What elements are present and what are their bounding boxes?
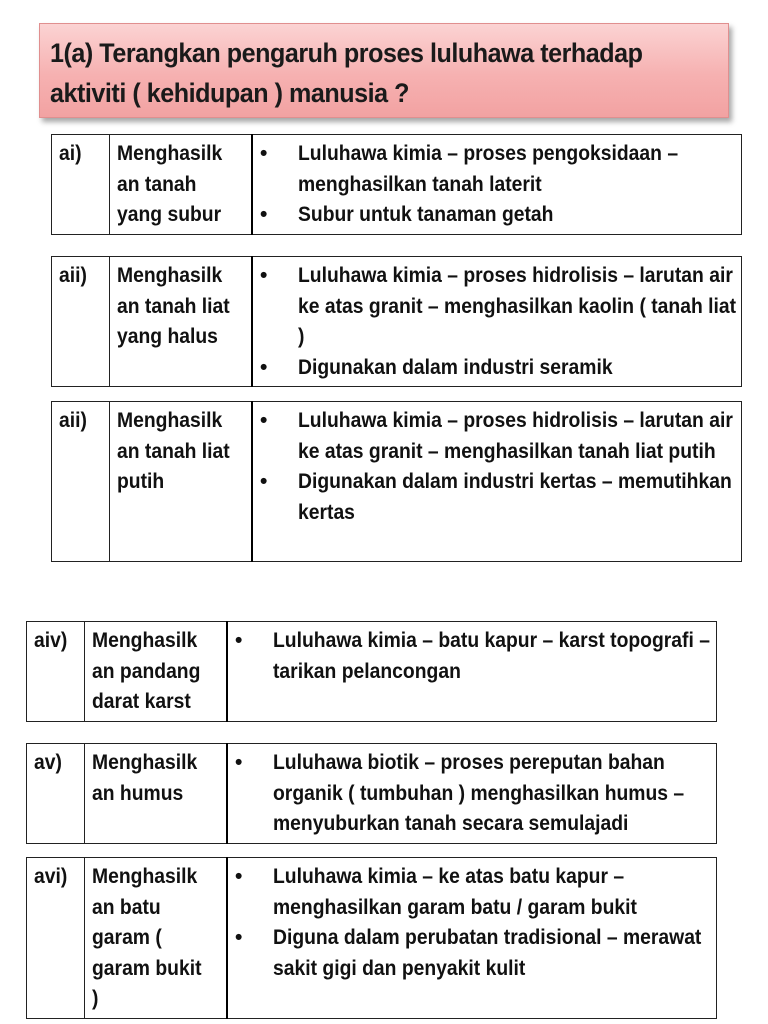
answer-table-aii-halus bbox=[51, 256, 742, 387]
list-item bbox=[260, 467, 741, 528]
bullet-icon: • bbox=[235, 926, 243, 949]
bullet-text: Luluhawa kimia – batu kapur – karst topografi – tarikan pelancongan bbox=[273, 629, 710, 683]
answer-table-ai bbox=[51, 134, 742, 235]
row-code: aiv) bbox=[34, 629, 68, 652]
bullet-icon: • bbox=[260, 470, 268, 493]
bullet-text: Luluhawa kimia – proses hidrolisis – larutan air ke atas granit – menghasilkan kaolin ( tanah liat ) bbox=[298, 264, 737, 348]
answer-table-avi bbox=[26, 857, 717, 1019]
row-code: avi) bbox=[34, 865, 68, 888]
bullet-icon: • bbox=[235, 751, 243, 774]
table-row bbox=[52, 257, 742, 387]
row-effect-cell bbox=[110, 402, 253, 562]
table-row bbox=[52, 135, 742, 235]
row-explanation-cell bbox=[227, 744, 717, 844]
table-row bbox=[52, 402, 742, 562]
row-code-cell bbox=[27, 622, 85, 722]
bullet-icon: • bbox=[260, 203, 268, 226]
row-explanation-cell bbox=[252, 257, 742, 387]
list-item bbox=[260, 200, 741, 231]
bullet-text: Digunakan dalam industri seramik bbox=[298, 355, 613, 379]
bullet-text: Subur untuk tanaman getah bbox=[298, 203, 554, 226]
row-effect: Menghasilk an humus bbox=[92, 751, 198, 805]
answer-table-av bbox=[26, 743, 717, 844]
bullet-icon: • bbox=[260, 264, 268, 287]
question-title-line-1: 1(a) Terangkan pengaruh proses luluhawa terhadap bbox=[50, 38, 643, 68]
row-explanation-cell bbox=[252, 135, 742, 235]
row-code: ai) bbox=[59, 142, 82, 165]
bullet-icon: • bbox=[235, 629, 243, 652]
answer-table-aii-putih bbox=[51, 401, 742, 562]
row-effect: Menghasilk an tanah liat putih bbox=[117, 409, 230, 493]
row-code-cell bbox=[52, 257, 110, 387]
list-item bbox=[235, 748, 716, 840]
bullet-text: Digunakan dalam industri kertas – memutihkan kertas bbox=[298, 470, 732, 524]
row-effect-cell bbox=[85, 858, 228, 1019]
row-effect: Menghasilk an tanah liat yang halus bbox=[117, 264, 230, 348]
row-explanation-cell bbox=[227, 622, 717, 722]
table-row bbox=[27, 858, 717, 1019]
row-code: av) bbox=[34, 751, 62, 774]
bullet-icon: • bbox=[260, 409, 268, 432]
row-explanation-cell bbox=[252, 402, 742, 562]
bullet-text: Luluhawa biotik – proses pereputan bahan organik ( tumbuhan ) menghasilkan humus – menyuburkan tanah secara semulajadi bbox=[273, 751, 685, 835]
list-item bbox=[235, 923, 716, 984]
row-effect-cell bbox=[85, 622, 228, 722]
bullet-text: Diguna dalam perubatan tradisional – merawat sakit gigi dan penyakit kulit bbox=[273, 926, 702, 980]
question-title-line-2: aktiviti ( kehidupan ) manusia ? bbox=[50, 78, 410, 108]
row-code-cell bbox=[52, 402, 110, 562]
row-effect: Menghasilk an tanah yang subur bbox=[117, 142, 223, 226]
list-item bbox=[260, 139, 741, 200]
bullet-text: Luluhawa kimia – proses hidrolisis – larutan air ke atas granit – menghasilkan tanah liat putih bbox=[298, 409, 733, 463]
answer-table-aiv bbox=[26, 621, 717, 722]
row-explanation-cell bbox=[227, 858, 717, 1019]
bullet-icon: • bbox=[260, 142, 268, 165]
row-code: aii) bbox=[59, 264, 87, 287]
row-effect-cell bbox=[110, 257, 253, 387]
row-code-cell bbox=[27, 744, 85, 844]
bullet-icon: • bbox=[260, 355, 268, 379]
row-code-cell bbox=[52, 135, 110, 235]
list-item bbox=[260, 261, 741, 353]
question-title-box bbox=[39, 23, 729, 118]
row-effect: Menghasilk an batu garam ( garam bukit ) bbox=[92, 865, 202, 1010]
table-row bbox=[27, 622, 717, 722]
list-item bbox=[260, 406, 741, 467]
list-item bbox=[235, 862, 716, 923]
row-effect: Menghasilk an pandang darat karst bbox=[92, 629, 201, 713]
bullet-icon: • bbox=[235, 865, 243, 888]
row-effect-cell bbox=[110, 135, 253, 235]
row-effect-cell bbox=[85, 744, 228, 844]
list-item bbox=[235, 626, 716, 687]
list-item bbox=[260, 353, 741, 384]
table-row bbox=[27, 744, 717, 844]
bullet-text: Luluhawa kimia – ke atas batu kapur – menghasilkan garam batu / garam bukit bbox=[273, 865, 637, 919]
bullet-text: Luluhawa kimia – proses pengoksidaan – menghasilkan tanah laterit bbox=[298, 142, 679, 196]
row-code-cell bbox=[27, 858, 85, 1019]
row-code: aii) bbox=[59, 409, 87, 432]
